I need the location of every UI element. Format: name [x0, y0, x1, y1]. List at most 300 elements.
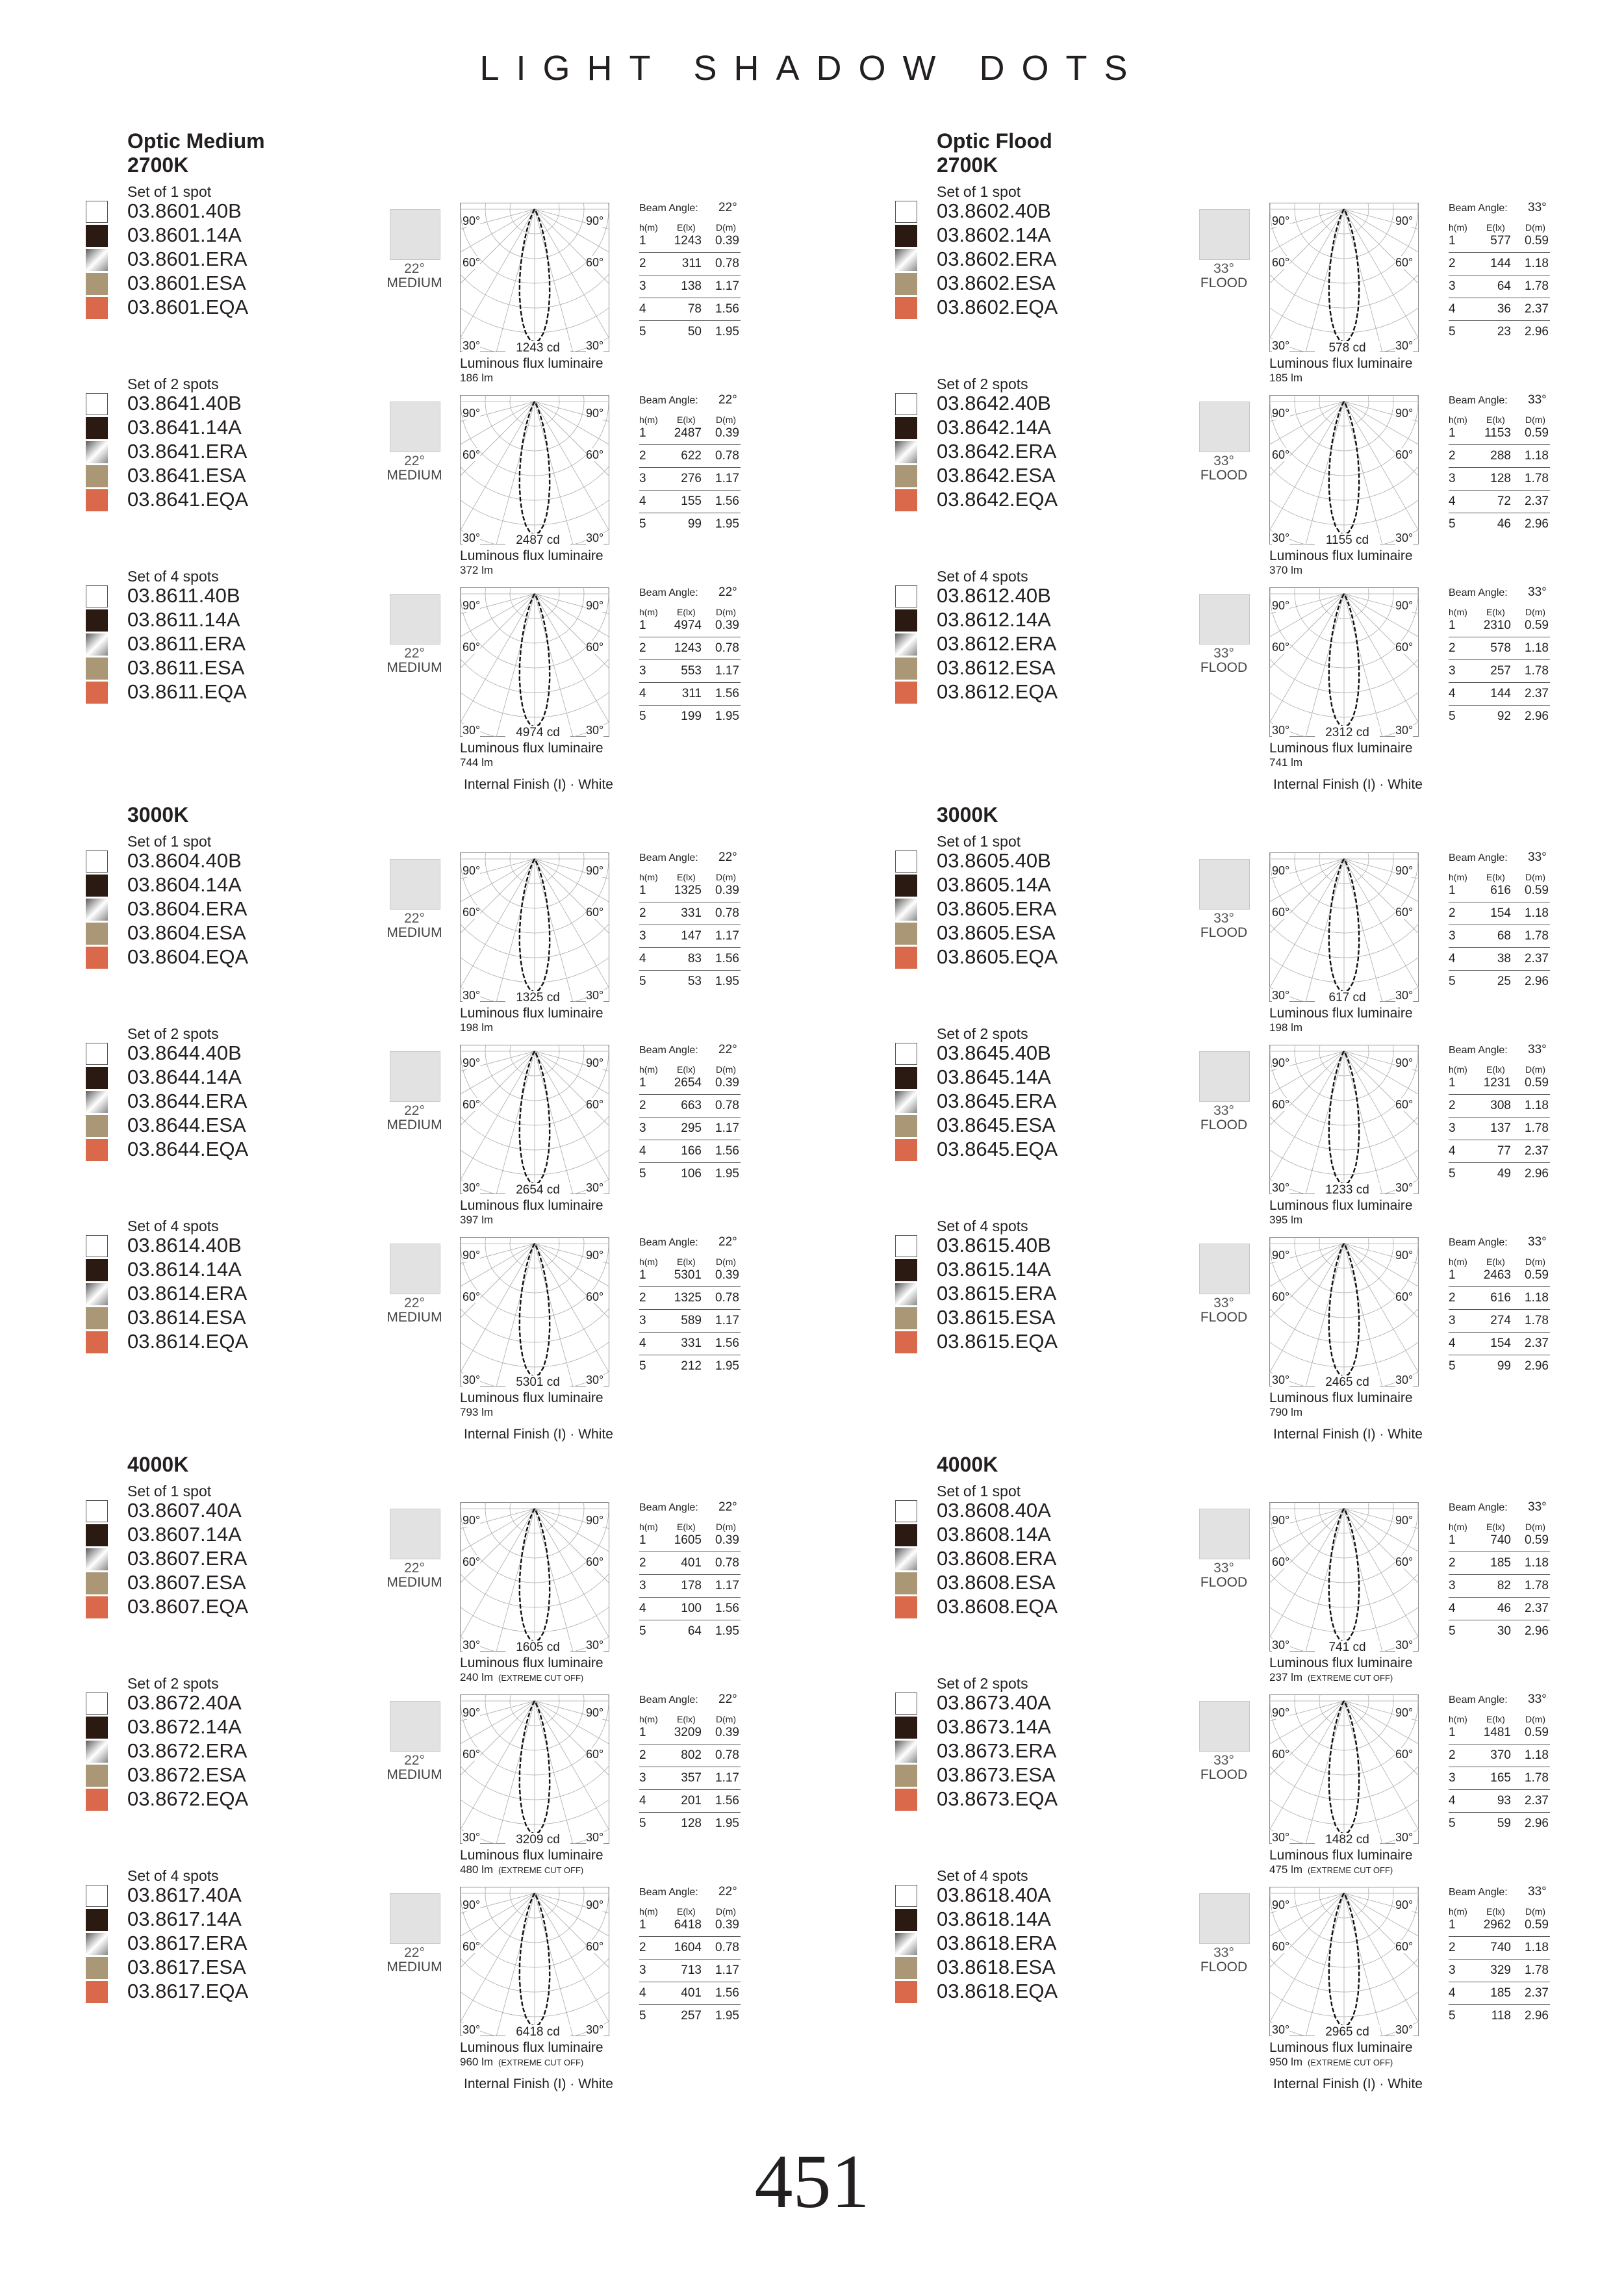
table-row [639, 1722, 741, 1744]
polar-spoke [1344, 1244, 1412, 1386]
illuminance-cell: 138 [681, 279, 702, 293]
table-row [1449, 513, 1550, 535]
height-cell: 1 [1449, 1268, 1456, 1282]
article-code: 03.8614.40B [127, 1234, 242, 1257]
finish-swatch [86, 1067, 108, 1089]
height-cell: 4 [639, 494, 646, 508]
beam-angle-label: 33° [1213, 1296, 1234, 1310]
diameter-cell: 0.59 [1525, 1076, 1549, 1090]
illuminance-cell: 276 [681, 472, 702, 485]
finish-swatch [895, 947, 917, 969]
beam-type-label: MEDIUM [387, 275, 442, 290]
beam-angle-label: 33° [1213, 1103, 1234, 1118]
article-code: 03.8642.ESA [937, 464, 1056, 487]
article-code: 03.8642.40B [937, 392, 1051, 415]
table-row [639, 1914, 741, 1937]
height-cell: 3 [1449, 1579, 1456, 1592]
luminous-flux-label: Luminous flux luminaire [460, 1006, 603, 1021]
diameter-cell: 1.95 [715, 1167, 739, 1181]
height-cell: 2 [639, 1556, 646, 1570]
diameter-cell: 1.18 [1525, 641, 1549, 655]
article-code: 03.8614.ESA [127, 1306, 246, 1329]
polar-spoke [535, 1244, 602, 1386]
beam-type-label: FLOOD [1200, 1767, 1248, 1782]
diameter-cell: 1.18 [1525, 449, 1549, 463]
luminous-flux-label: Luminous flux luminaire [460, 1848, 603, 1863]
finish-swatch [895, 1524, 917, 1546]
table-header-e: E(lx) [677, 222, 696, 233]
table-header-e: E(lx) [1486, 1064, 1505, 1075]
polar-label-30-left: 30° [463, 1831, 481, 1844]
height-cell: 1 [639, 619, 646, 632]
article-code: 03.8608.40A [937, 1499, 1051, 1522]
polar-label-60-right: 60° [586, 256, 604, 269]
polar-label-60-left: 60° [463, 448, 481, 461]
beam-spot-icon [390, 1509, 440, 1559]
finish-swatch [86, 923, 108, 945]
diameter-cell: 2.37 [1525, 1794, 1549, 1808]
article-code: 03.8607.40A [127, 1499, 242, 1522]
article-code: 03.8608.EQA [937, 1595, 1058, 1618]
article-code: 03.8615.EQA [937, 1330, 1058, 1353]
table-header-h: h(m) [639, 1906, 658, 1917]
polar-spoke [535, 1509, 602, 1652]
diameter-cell: 1.78 [1525, 279, 1549, 293]
table-row [1449, 1937, 1550, 1960]
article-code: 03.8644.EQA [127, 1138, 249, 1160]
polar-chart [460, 395, 609, 544]
diameter-cell: 1.56 [715, 1986, 739, 2000]
height-cell: 2 [639, 449, 646, 463]
finish-swatch [895, 899, 917, 921]
table-row [1449, 230, 1550, 253]
article-code: 03.8641.ESA [127, 464, 246, 487]
illuminance-cell: 1325 [674, 1291, 702, 1305]
polar-label-90-right: 90° [586, 214, 604, 227]
height-cell: 3 [1449, 1771, 1456, 1785]
polar-chart [1269, 1887, 1419, 2036]
table-row [639, 1552, 741, 1575]
finish-swatch [895, 1981, 917, 2003]
diameter-cell: 1.18 [1525, 1099, 1549, 1112]
table-header-d: D(m) [1525, 1522, 1546, 1532]
table-row [1449, 1982, 1550, 2005]
article-code: 03.8604.ERA [127, 897, 247, 920]
height-cell: 3 [1449, 1314, 1456, 1327]
polar-label-90-left: 90° [1272, 1898, 1290, 1911]
article-code: 03.8605.40B [937, 849, 1051, 872]
article-code: 03.8604.EQA [127, 945, 249, 968]
polar-label-60-right: 60° [1395, 1290, 1414, 1303]
diameter-cell: 0.59 [1525, 884, 1549, 897]
polar-label-60-left: 60° [463, 1098, 481, 1111]
polar-label-90-left: 90° [463, 1056, 481, 1069]
table-row [639, 1163, 741, 1185]
polar-label-30-right: 30° [1395, 724, 1414, 737]
beam-spot-icon [1199, 1893, 1250, 1944]
finish-swatch [895, 1572, 917, 1594]
beam-angle-label: 33° [1213, 1753, 1234, 1768]
finish-swatch [895, 273, 917, 295]
table-row [639, 1937, 741, 1960]
beam-angle-caption: Beam Angle: [639, 203, 698, 214]
polar-label-30-right: 30° [1395, 1831, 1414, 1844]
illuminance-cell: 83 [687, 952, 702, 965]
diameter-cell: 0.78 [715, 906, 739, 920]
beam-angle-caption: Beam Angle: [1449, 852, 1508, 863]
article-code: 03.8617.EQA [127, 1980, 249, 2002]
illuminance-cell: 154 [1490, 906, 1511, 920]
article-code: 03.8608.ERA [937, 1547, 1057, 1570]
table-row [639, 971, 741, 993]
diameter-cell: 0.59 [1525, 1533, 1549, 1547]
spot-set-entry [937, 1218, 1624, 1442]
illuminance-cell: 78 [687, 302, 702, 316]
internal-finish-note: Internal Finish (I) · White [464, 1427, 613, 1442]
finish-swatch [895, 585, 917, 607]
article-code: 03.8642.EQA [937, 488, 1058, 511]
polar-label-90-left: 90° [463, 1249, 481, 1262]
height-cell: 1 [639, 1268, 646, 1282]
diameter-cell: 0.78 [715, 1099, 739, 1112]
height-cell: 4 [639, 1986, 646, 2000]
table-header-d: D(m) [716, 1257, 737, 1267]
peak-intensity: 4974 cd [505, 726, 570, 740]
peak-intensity: 2312 cd [1315, 726, 1380, 740]
table-header-d: D(m) [1525, 1064, 1546, 1075]
table-header-e: E(lx) [677, 415, 696, 425]
illuminance-cell: 288 [1490, 449, 1511, 463]
table-row [1449, 1072, 1550, 1095]
polar-chart [460, 203, 609, 352]
finish-swatch [895, 201, 917, 223]
beam-angle-label: 22° [404, 911, 425, 926]
polar-label-30-right: 30° [586, 2023, 604, 2036]
internal-finish-note: Internal Finish (I) · White [464, 777, 613, 792]
finish-swatch [86, 1957, 108, 1979]
polar-chart [460, 587, 609, 737]
table-row [639, 1960, 741, 1982]
finish-swatch [86, 465, 108, 487]
diameter-cell: 1.78 [1525, 1579, 1549, 1592]
diameter-cell: 2.96 [1525, 1817, 1549, 1830]
beam-angle-caption: Beam Angle: [1449, 1694, 1508, 1706]
illuminance-cell: 53 [687, 975, 702, 988]
height-cell: 2 [639, 257, 646, 270]
table-row [639, 513, 741, 535]
beam-spot-icon [1199, 1051, 1250, 1102]
illuminance-cell: 553 [681, 664, 702, 678]
height-cell: 4 [639, 687, 646, 700]
diameter-cell: 2.37 [1525, 1144, 1549, 1158]
flux-lumens: 370 lm [1269, 564, 1303, 576]
height-cell: 5 [1449, 517, 1456, 531]
diameter-cell: 1.78 [1525, 929, 1549, 943]
table-row [1449, 1767, 1550, 1790]
polar-label-30-right: 30° [1395, 989, 1414, 1002]
cutoff-note: (EXTREME CUT OFF) [498, 1673, 584, 1683]
table-header-h: h(m) [1449, 1064, 1467, 1075]
illuminance-cell: 5301 [674, 1268, 702, 1282]
polar-label-60-right: 60° [586, 1555, 604, 1568]
diameter-cell: 2.37 [1525, 952, 1549, 965]
set-label: Set of 1 spot [127, 833, 212, 850]
beam-angle-label: 33° [1213, 1945, 1234, 1960]
luminous-flux-value [1269, 2056, 1393, 2069]
spot-set-entry [127, 1483, 842, 1683]
diameter-cell: 2.96 [1525, 2009, 1549, 2023]
diameter-cell: 0.78 [715, 1556, 739, 1570]
height-cell: 2 [639, 1291, 646, 1305]
table-row [639, 902, 741, 925]
finish-swatch [86, 1933, 108, 1955]
finish-swatch [86, 682, 108, 704]
peak-intensity: 578 cd [1315, 341, 1380, 355]
article-code: 03.8601.14A [127, 224, 242, 246]
diameter-cell: 2.96 [1525, 325, 1549, 339]
color-temperature-heading: 2700K [937, 153, 998, 177]
beam-spot-icon [390, 1701, 440, 1752]
article-code: 03.8617.ERA [127, 1932, 247, 1954]
polar-label-60-right: 60° [1395, 641, 1414, 654]
height-cell: 3 [639, 929, 646, 943]
beam-type-label: MEDIUM [387, 660, 442, 675]
internal-finish-note: Internal Finish (I) · White [464, 2076, 613, 2091]
polar-label-30-right: 30° [1395, 1373, 1414, 1386]
finish-swatch [895, 1596, 917, 1618]
luminous-flux-label: Luminous flux luminaire [460, 1655, 603, 1670]
diameter-cell: 1.18 [1525, 1291, 1549, 1305]
beam-angle-value: 33° [1528, 850, 1547, 864]
polar-spoke [1344, 1893, 1412, 2036]
polar-label-60-right: 60° [586, 1748, 604, 1761]
table-header-h: h(m) [1449, 1714, 1467, 1724]
table-header-h: h(m) [639, 1257, 658, 1267]
polar-label-60-left: 60° [1272, 448, 1290, 461]
beam-type-label: FLOOD [1200, 1310, 1248, 1325]
table-row [1449, 1355, 1550, 1377]
article-code: 03.8673.ESA [937, 1763, 1056, 1786]
illuminance-cell: 185 [1490, 1986, 1511, 2000]
illuminance-cell: 401 [681, 1986, 702, 2000]
peak-intensity: 6418 cd [505, 2025, 570, 2039]
illuminance-cell: 178 [681, 1579, 702, 1592]
height-cell: 5 [1449, 325, 1456, 339]
polar-label-30-left: 30° [1272, 1639, 1290, 1652]
height-cell: 3 [1449, 664, 1456, 678]
finish-swatch [86, 875, 108, 897]
table-row [639, 1620, 741, 1642]
height-cell: 4 [1449, 1336, 1456, 1350]
table-row [639, 1264, 741, 1287]
finish-swatch [86, 1693, 108, 1715]
table-header-h: h(m) [1449, 222, 1467, 233]
polar-spoke [1344, 209, 1412, 352]
table-row [1449, 1140, 1550, 1163]
height-cell: 4 [639, 1602, 646, 1615]
illuminance-cell: 49 [1497, 1167, 1511, 1181]
illuminance-cell: 59 [1497, 1817, 1511, 1830]
polar-label-60-left: 60° [463, 256, 481, 269]
illuminance-cell: 46 [1497, 517, 1511, 531]
beam-angle-value: 33° [1528, 393, 1547, 407]
beam-spot-icon [390, 1244, 440, 1294]
beam-spot-icon [1199, 1701, 1250, 1752]
beam-angle-value: 33° [1528, 1500, 1547, 1514]
flux-lumens: 186 lm [460, 372, 494, 384]
beam-angle-caption: Beam Angle: [639, 395, 698, 406]
finish-swatch [895, 875, 917, 897]
height-cell: 5 [1449, 1167, 1456, 1181]
set-label: Set of 1 spot [127, 183, 212, 200]
luminous-flux-value [460, 1406, 493, 1419]
table-header-e: E(lx) [677, 1714, 696, 1724]
article-code: 03.8641.EQA [127, 488, 249, 511]
diameter-cell: 0.78 [715, 257, 739, 270]
luminous-flux-label: Luminous flux luminaire [1269, 1390, 1413, 1405]
spot-set-entry [937, 1483, 1624, 1683]
polar-label-90-right: 90° [1395, 599, 1414, 612]
peak-intensity: 2487 cd [505, 533, 570, 548]
illuminance-cell: 622 [681, 449, 702, 463]
set-label: Set of 2 spots [127, 1675, 219, 1692]
beam-spot-icon [1199, 1244, 1250, 1294]
beam-type-label: FLOOD [1200, 1960, 1248, 1974]
illuminance-cell: 1604 [674, 1941, 702, 1954]
beam-type-label: MEDIUM [387, 1767, 442, 1782]
diameter-cell: 1.78 [1525, 1963, 1549, 1977]
article-code: 03.8608.14A [937, 1523, 1051, 1546]
table-row [639, 1095, 741, 1118]
polar-label-60-right: 60° [1395, 1098, 1414, 1111]
finish-swatch [895, 1885, 917, 1907]
height-cell: 2 [1449, 1291, 1456, 1305]
luminous-flux-label: Luminous flux luminaire [460, 741, 603, 756]
finish-swatch [86, 633, 108, 656]
polar-label-90-left: 90° [1272, 407, 1290, 420]
table-row [1449, 925, 1550, 948]
polar-label-60-left: 60° [463, 1290, 481, 1303]
optic-title: Optic Flood [937, 129, 1052, 153]
color-temperature-heading: 4000K [937, 1453, 998, 1476]
table-header-e: E(lx) [677, 1522, 696, 1532]
article-code: 03.8602.40B [937, 199, 1051, 222]
article-code: 03.8618.14A [937, 1908, 1051, 1930]
diameter-cell: 0.39 [715, 884, 739, 897]
illuminance-cell: 36 [1497, 302, 1511, 316]
table-row [639, 706, 741, 728]
illuminance-cell: 740 [1490, 1941, 1511, 1954]
diameter-cell: 0.78 [715, 1941, 739, 1954]
flux-lumens: 480 lm [460, 1863, 494, 1876]
height-cell: 2 [1449, 1748, 1456, 1762]
finish-swatch [86, 1307, 108, 1329]
finish-swatch [86, 1765, 108, 1787]
polar-label-60-left: 60° [1272, 1290, 1290, 1303]
table-row [1449, 1813, 1550, 1835]
article-code: 03.8673.14A [937, 1715, 1051, 1738]
table-header-e: E(lx) [677, 1257, 696, 1267]
article-code: 03.8608.ESA [937, 1571, 1056, 1594]
finish-swatch [895, 1957, 917, 1979]
finish-swatch [86, 1500, 108, 1522]
finish-swatch [895, 417, 917, 439]
finish-swatch [86, 1741, 108, 1763]
illuminance-cell: 1481 [1483, 1726, 1511, 1739]
illuminance-cell: 589 [681, 1314, 702, 1327]
table-row [639, 660, 741, 683]
beam-type-label: MEDIUM [387, 1310, 442, 1325]
beam-spot-icon [1199, 209, 1250, 260]
internal-finish-note: Internal Finish (I) · White [1273, 1427, 1423, 1442]
table-row [639, 1310, 741, 1333]
table-row [639, 1072, 741, 1095]
beam-angle-value: 22° [718, 850, 737, 864]
table-row [639, 925, 741, 948]
diameter-cell: 2.37 [1525, 494, 1549, 508]
finish-swatch [86, 1717, 108, 1739]
finish-swatch [86, 417, 108, 439]
beam-type-label: FLOOD [1200, 1118, 1248, 1132]
table-row [639, 253, 741, 275]
table-header-d: D(m) [716, 872, 737, 882]
height-cell: 4 [639, 1144, 646, 1158]
finish-swatch [86, 1115, 108, 1137]
finish-swatch [86, 441, 108, 463]
finish-swatch [895, 1139, 917, 1161]
article-code: 03.8617.ESA [127, 1956, 246, 1978]
article-code: 03.8644.ERA [127, 1090, 247, 1112]
height-cell: 1 [639, 1533, 646, 1547]
height-cell: 4 [1449, 952, 1456, 965]
height-cell: 5 [639, 709, 646, 723]
illuminance-cell: 154 [1490, 1336, 1511, 1350]
luminous-flux-label: Luminous flux luminaire [460, 1390, 603, 1405]
table-row [1449, 683, 1550, 706]
polar-label-60-right: 60° [586, 1940, 604, 1953]
illuminance-cell: 106 [681, 1167, 702, 1181]
beam-angle-label: 33° [1213, 261, 1234, 276]
polar-chart [460, 852, 609, 1002]
article-code: 03.8618.ERA [937, 1932, 1057, 1954]
table-row [1449, 253, 1550, 275]
illuminance-cell: 30 [1497, 1624, 1511, 1638]
article-code: 03.8604.ESA [127, 921, 246, 944]
article-code: 03.8607.ESA [127, 1571, 246, 1594]
illuminance-cell: 185 [1490, 1556, 1511, 1570]
table-row [1449, 1264, 1550, 1287]
diameter-cell: 0.59 [1525, 426, 1549, 440]
polar-spoke [1344, 402, 1412, 544]
table-row [1449, 468, 1550, 491]
article-code: 03.8644.14A [127, 1066, 242, 1088]
polar-label-60-left: 60° [463, 641, 481, 654]
diameter-cell: 1.17 [715, 472, 739, 485]
diameter-cell: 2.96 [1525, 1359, 1549, 1373]
finish-swatch [895, 1043, 917, 1065]
illuminance-cell: 6418 [674, 1918, 702, 1932]
article-code: 03.8604.14A [127, 873, 242, 896]
polar-label-60-left: 60° [1272, 1098, 1290, 1111]
diameter-cell: 0.39 [715, 1076, 739, 1090]
height-cell: 2 [639, 1941, 646, 1954]
finish-swatch [895, 1067, 917, 1089]
height-cell: 4 [639, 1794, 646, 1808]
set-label: Set of 4 spots [127, 1218, 219, 1234]
polar-label-90-right: 90° [586, 599, 604, 612]
diameter-cell: 1.95 [715, 517, 739, 531]
table-row [639, 275, 741, 298]
